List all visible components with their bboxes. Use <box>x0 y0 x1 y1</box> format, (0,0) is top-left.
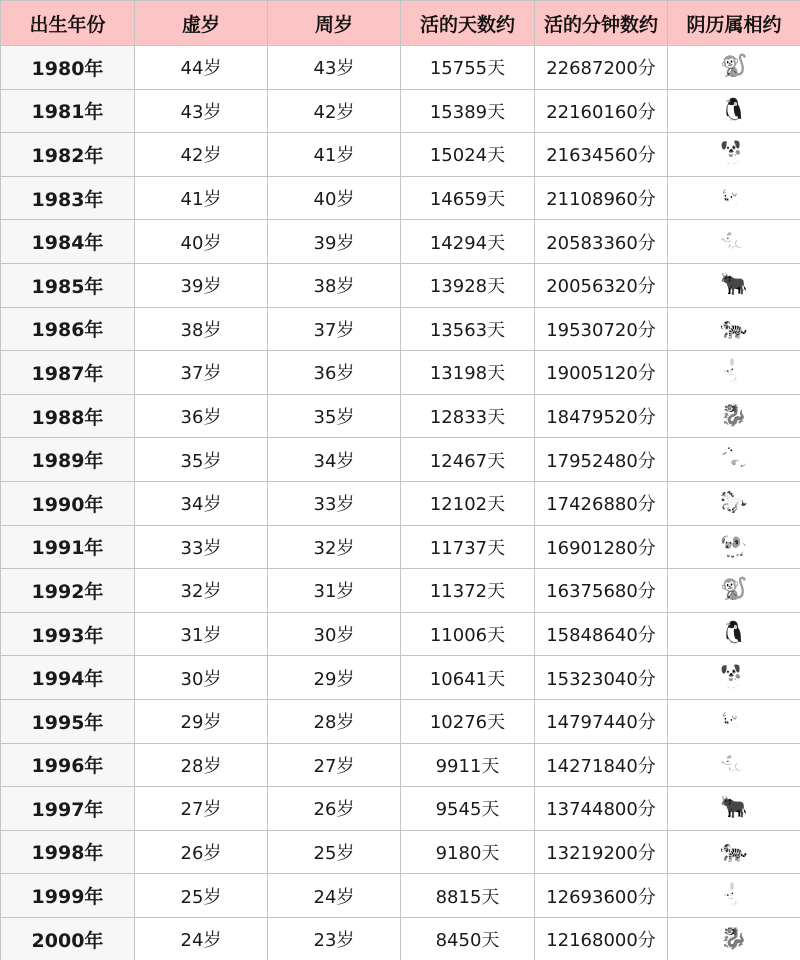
zodiac-cell <box>668 263 800 307</box>
actual-age-cell: 25岁 <box>268 830 401 874</box>
dog-icon: 🐕 <box>720 664 748 690</box>
days-lived-cell: 13563天 <box>401 307 535 351</box>
table-row <box>1 569 800 613</box>
birth-year-cell: 1981年 <box>1 89 135 133</box>
table-row <box>1 525 800 569</box>
rabbit-icon: 🐇 <box>720 882 748 908</box>
actual-age-cell: 34岁 <box>268 438 401 482</box>
days-lived-cell: 10276天 <box>401 699 535 743</box>
rooster-icon: 🐧 <box>720 97 748 123</box>
table-row <box>1 394 800 438</box>
table-row <box>1 787 800 831</box>
nominal-age-cell: 26岁 <box>135 830 268 874</box>
nominal-age-cell: 40岁 <box>135 220 268 264</box>
header-nominal-age: 虚岁 <box>135 1 268 46</box>
nominal-age-cell: 25岁 <box>135 874 268 918</box>
days-lived-cell: 12833天 <box>401 394 535 438</box>
birth-year-cell: 1992年 <box>1 569 135 613</box>
birth-year-cell: 1991年 <box>1 525 135 569</box>
nominal-age-cell: 27岁 <box>135 787 268 831</box>
actual-age-cell: 43岁 <box>268 46 401 90</box>
birth-year-cell: 1988年 <box>1 394 135 438</box>
horse-icon: 🐎 <box>720 490 748 516</box>
zodiac-cell <box>668 220 800 264</box>
dragon-icon: 🐉 <box>720 926 748 952</box>
birth-year-cell: 1980年 <box>1 46 135 90</box>
days-lived-cell: 15024天 <box>401 133 535 177</box>
sheep-icon: 🐏 <box>720 533 748 559</box>
pig-icon: 🐖 <box>720 708 748 734</box>
zodiac-cell <box>668 394 800 438</box>
dragon-icon: 🐉 <box>720 403 748 429</box>
zodiac-cell <box>668 917 800 960</box>
zodiac-cell <box>668 787 800 831</box>
table-body <box>1 46 800 960</box>
minutes-lived-cell: 21634560分 <box>535 133 668 177</box>
minutes-lived-cell: 14271840分 <box>535 743 668 787</box>
zodiac-cell <box>668 874 800 918</box>
zodiac-cell <box>668 656 800 700</box>
days-lived-cell: 12102天 <box>401 481 535 525</box>
minutes-lived-cell: 13219200分 <box>535 830 668 874</box>
zodiac-cell <box>668 612 800 656</box>
nominal-age-cell: 42岁 <box>135 133 268 177</box>
minutes-lived-cell: 15323040分 <box>535 656 668 700</box>
nominal-age-cell: 24岁 <box>135 917 268 960</box>
header-actual-age: 周岁 <box>268 1 401 46</box>
minutes-lived-cell: 12693600分 <box>535 874 668 918</box>
zodiac-cell <box>668 307 800 351</box>
table-row <box>1 438 800 482</box>
minutes-lived-cell: 21108960分 <box>535 176 668 220</box>
nominal-age-cell: 41岁 <box>135 176 268 220</box>
table-row <box>1 656 800 700</box>
actual-age-cell: 23岁 <box>268 917 401 960</box>
minutes-lived-cell: 15848640分 <box>535 612 668 656</box>
table-row <box>1 263 800 307</box>
actual-age-cell: 40岁 <box>268 176 401 220</box>
days-lived-cell: 10641天 <box>401 656 535 700</box>
actual-age-cell: 28岁 <box>268 699 401 743</box>
nominal-age-cell: 33岁 <box>135 525 268 569</box>
table-row <box>1 743 800 787</box>
birth-year-cell: 1982年 <box>1 133 135 177</box>
nominal-age-cell: 28岁 <box>135 743 268 787</box>
zodiac-cell <box>668 699 800 743</box>
days-lived-cell: 9545天 <box>401 787 535 831</box>
nominal-age-cell: 31岁 <box>135 612 268 656</box>
actual-age-cell: 33岁 <box>268 481 401 525</box>
minutes-lived-cell: 20583360分 <box>535 220 668 264</box>
birth-year-cell: 1986年 <box>1 307 135 351</box>
actual-age-cell: 27岁 <box>268 743 401 787</box>
table-row <box>1 220 800 264</box>
zodiac-cell <box>668 351 800 395</box>
birth-year-cell: 1989年 <box>1 438 135 482</box>
table-row <box>1 133 800 177</box>
actual-age-cell: 26岁 <box>268 787 401 831</box>
minutes-lived-cell: 19530720分 <box>535 307 668 351</box>
actual-age-cell: 29岁 <box>268 656 401 700</box>
monkey-icon: 🐒 <box>720 577 748 603</box>
minutes-lived-cell: 17426880分 <box>535 481 668 525</box>
header-row <box>1 1 800 46</box>
tiger-icon: 🐅 <box>720 838 748 864</box>
birth-year-cell: 1983年 <box>1 176 135 220</box>
minutes-lived-cell: 16375680分 <box>535 569 668 613</box>
birth-year-cell: 1997年 <box>1 787 135 831</box>
days-lived-cell: 12467天 <box>401 438 535 482</box>
tiger-icon: 🐅 <box>720 315 748 341</box>
nominal-age-cell: 44岁 <box>135 46 268 90</box>
nominal-age-cell: 43岁 <box>135 89 268 133</box>
birth-year-cell: 1995年 <box>1 699 135 743</box>
actual-age-cell: 41岁 <box>268 133 401 177</box>
zodiac-cell <box>668 89 800 133</box>
header-days-lived: 活的天数约 <box>401 1 535 46</box>
table-row <box>1 307 800 351</box>
ox-icon: 🐂 <box>720 795 748 821</box>
days-lived-cell: 13198天 <box>401 351 535 395</box>
actual-age-cell: 42岁 <box>268 89 401 133</box>
rabbit-icon: 🐇 <box>720 359 748 385</box>
zodiac-cell <box>668 176 800 220</box>
days-lived-cell: 13928天 <box>401 263 535 307</box>
minutes-lived-cell: 20056320分 <box>535 263 668 307</box>
days-lived-cell: 8815天 <box>401 874 535 918</box>
nominal-age-cell: 32岁 <box>135 569 268 613</box>
header-zodiac: 阴历属相约 <box>668 1 800 46</box>
table-row <box>1 176 800 220</box>
table-row <box>1 351 800 395</box>
minutes-lived-cell: 18479520分 <box>535 394 668 438</box>
table-row <box>1 699 800 743</box>
birth-year-cell: 1994年 <box>1 656 135 700</box>
days-lived-cell: 9911天 <box>401 743 535 787</box>
days-lived-cell: 8450天 <box>401 917 535 960</box>
rooster-icon: 🐧 <box>720 621 748 647</box>
table-row <box>1 874 800 918</box>
nominal-age-cell: 39岁 <box>135 263 268 307</box>
zodiac-cell <box>668 133 800 177</box>
pig-icon: 🐖 <box>720 185 748 211</box>
days-lived-cell: 14294天 <box>401 220 535 264</box>
minutes-lived-cell: 13744800分 <box>535 787 668 831</box>
birth-year-cell: 1998年 <box>1 830 135 874</box>
zodiac-cell <box>668 481 800 525</box>
snake-icon: 🐍 <box>720 446 748 472</box>
minutes-lived-cell: 22160160分 <box>535 89 668 133</box>
table-row <box>1 46 800 90</box>
actual-age-cell: 31岁 <box>268 569 401 613</box>
nominal-age-cell: 38岁 <box>135 307 268 351</box>
actual-age-cell: 38岁 <box>268 263 401 307</box>
zodiac-cell <box>668 46 800 90</box>
birth-year-cell: 2000年 <box>1 917 135 960</box>
table-row <box>1 89 800 133</box>
header-birth-year: 出生年份 <box>1 1 135 46</box>
minutes-lived-cell: 14797440分 <box>535 699 668 743</box>
monkey-icon: 🐒 <box>720 54 748 80</box>
birth-year-cell: 1985年 <box>1 263 135 307</box>
birth-year-cell: 1999年 <box>1 874 135 918</box>
birth-year-cell: 1996年 <box>1 743 135 787</box>
zodiac-cell <box>668 830 800 874</box>
birth-year-cell: 1987年 <box>1 351 135 395</box>
actual-age-cell: 32岁 <box>268 525 401 569</box>
minutes-lived-cell: 19005120分 <box>535 351 668 395</box>
birth-year-cell: 1984年 <box>1 220 135 264</box>
nominal-age-cell: 29岁 <box>135 699 268 743</box>
dog-icon: 🐕 <box>720 141 748 167</box>
table-row <box>1 612 800 656</box>
minutes-lived-cell: 12168000分 <box>535 917 668 960</box>
nominal-age-cell: 36岁 <box>135 394 268 438</box>
minutes-lived-cell: 16901280分 <box>535 525 668 569</box>
days-lived-cell: 11006天 <box>401 612 535 656</box>
birth-year-cell: 1990年 <box>1 481 135 525</box>
nominal-age-cell: 35岁 <box>135 438 268 482</box>
actual-age-cell: 37岁 <box>268 307 401 351</box>
rat-icon: 🐀 <box>720 751 748 777</box>
days-lived-cell: 15755天 <box>401 46 535 90</box>
actual-age-cell: 30岁 <box>268 612 401 656</box>
zodiac-cell <box>668 743 800 787</box>
days-lived-cell: 11372天 <box>401 569 535 613</box>
actual-age-cell: 24岁 <box>268 874 401 918</box>
zodiac-cell <box>668 438 800 482</box>
ox-icon: 🐂 <box>720 272 748 298</box>
rat-icon: 🐀 <box>720 228 748 254</box>
birth-year-cell: 1993年 <box>1 612 135 656</box>
actual-age-cell: 36岁 <box>268 351 401 395</box>
days-lived-cell: 9180天 <box>401 830 535 874</box>
actual-age-cell: 39岁 <box>268 220 401 264</box>
minutes-lived-cell: 17952480分 <box>535 438 668 482</box>
days-lived-cell: 11737天 <box>401 525 535 569</box>
nominal-age-cell: 34岁 <box>135 481 268 525</box>
table-row <box>1 481 800 525</box>
days-lived-cell: 14659天 <box>401 176 535 220</box>
days-lived-cell: 15389天 <box>401 89 535 133</box>
zodiac-cell <box>668 525 800 569</box>
actual-age-cell: 35岁 <box>268 394 401 438</box>
minutes-lived-cell: 22687200分 <box>535 46 668 90</box>
table-row <box>1 830 800 874</box>
zodiac-cell <box>668 569 800 613</box>
header-minutes-lived: 活的分钟数约 <box>535 1 668 46</box>
nominal-age-cell: 37岁 <box>135 351 268 395</box>
table-row <box>1 917 800 960</box>
nominal-age-cell: 30岁 <box>135 656 268 700</box>
